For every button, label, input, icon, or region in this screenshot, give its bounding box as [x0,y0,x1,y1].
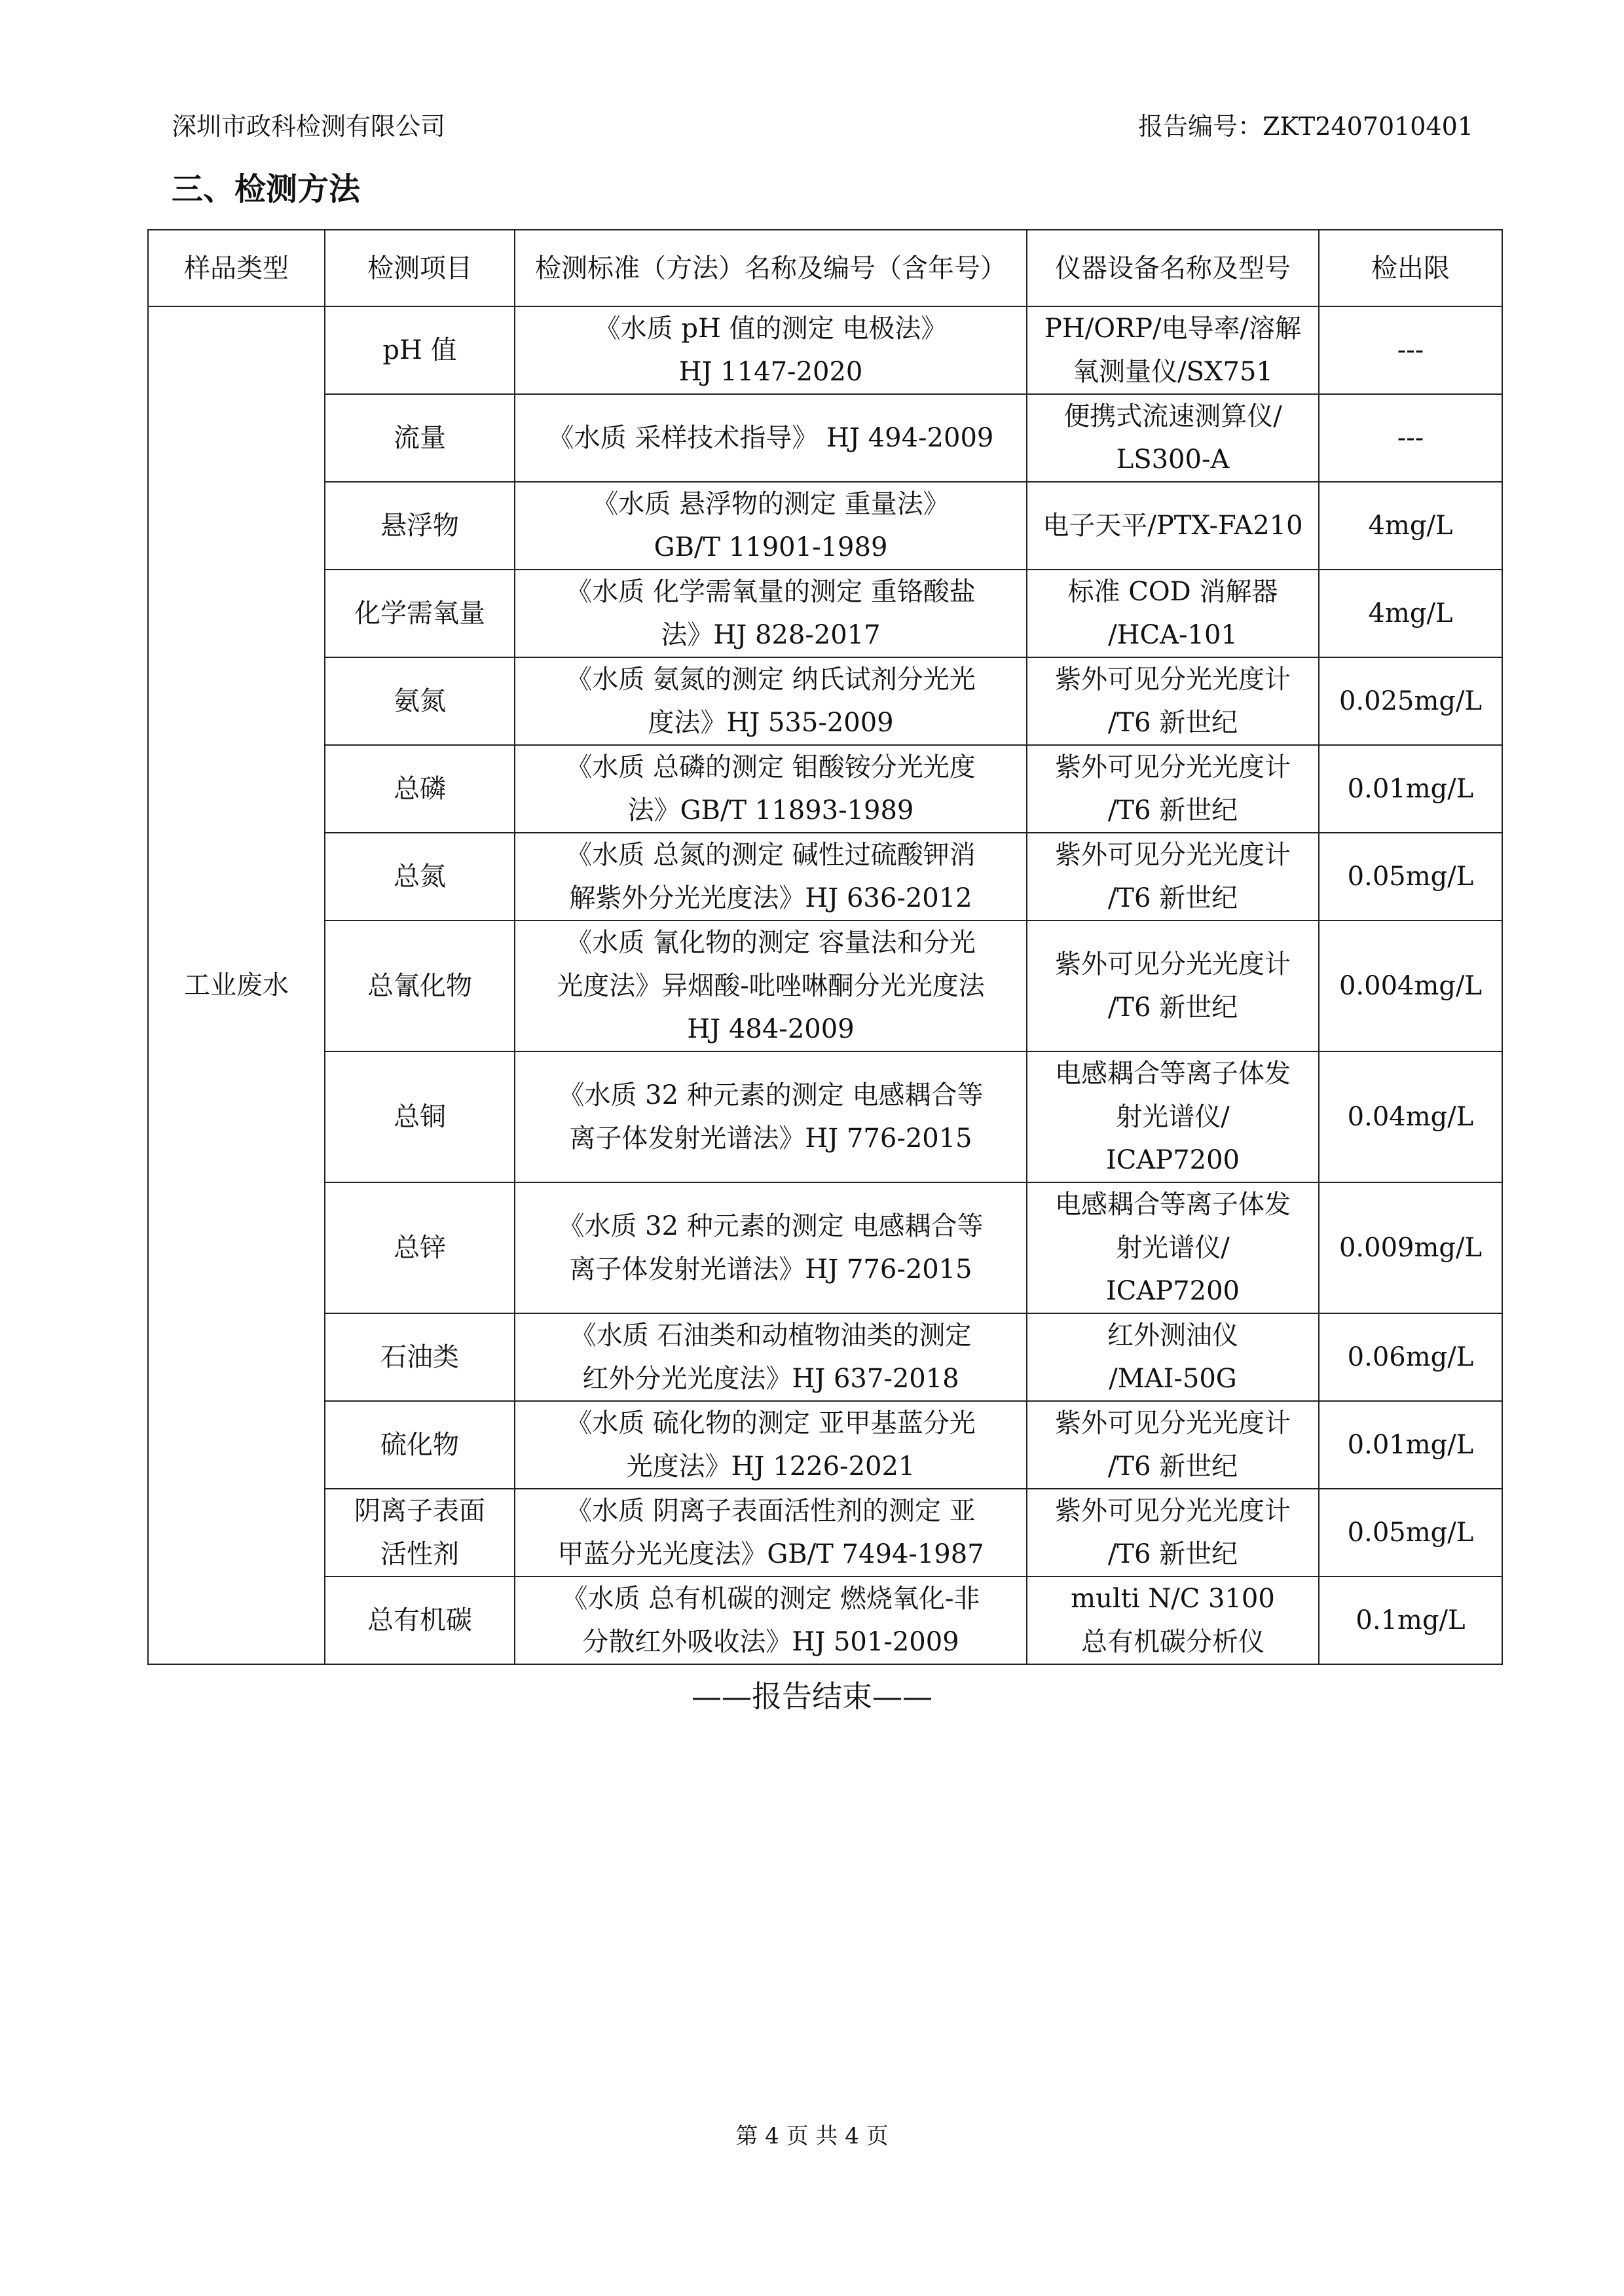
instrument-line: /T6 新世纪 [1107,993,1238,1023]
instrument-cell [1027,920,1319,1051]
table-row [148,657,1502,745]
method-line: 《水质 硫化物的测定 亚甲基蓝分光 [566,1408,976,1438]
method-line: 《水质 氨氮的测定 纳氏试剂分光光 [566,665,976,695]
column-header: 检测项目 [325,230,515,306]
method-line: 解紫外分光光度法》HJ 636-2012 [569,883,972,913]
detection-limit-cell: 0.009mg/L [1319,1182,1502,1313]
test-item-cell: 阴离子表面 活性剂 [325,1489,515,1576]
test-item-cell: 总氰化物 [325,920,515,1051]
method-cell [515,570,1027,657]
table-row [148,1313,1502,1401]
instrument-line: 便携式流速测算仪/ [1063,401,1282,431]
instrument-line: 紫外可见分光光度计 [1055,665,1291,695]
method-line: 《水质 pH 值的测定 电极法》 [594,314,948,344]
instrument-line: 紫外可见分光光度计 [1055,1496,1291,1526]
table-row [148,306,1502,394]
detection-limit-cell: --- [1319,306,1502,394]
method-line: 《水质 氰化物的测定 容量法和分光 [566,928,976,958]
instrument-line: multi N/C 3100 [1071,1584,1275,1614]
table-row [148,394,1502,482]
sample-type-cell: 工业废水 [148,306,325,1664]
table-row [148,833,1502,920]
table-row [148,1489,1502,1576]
instrument-line: /T6 新世纪 [1107,883,1238,913]
instrument-line: 紫外可见分光光度计 [1055,1408,1291,1438]
instrument-line: /T6 新世纪 [1107,708,1238,738]
instrument-cell [1027,745,1319,833]
method-cell [515,745,1027,833]
method-line: 《水质 总氮的测定 碱性过硫酸钾消 [566,840,976,870]
instrument-line: ICAP7200 [1105,1276,1240,1306]
instrument-cell [1027,306,1319,394]
method-cell [515,394,1027,482]
instrument-line: 紫外可见分光光度计 [1055,840,1291,870]
method-line: 光度法》异烟酸-吡唑啉酮分光光度法 [557,971,985,1001]
detection-limit-cell: 0.05mg/L [1319,1489,1502,1576]
instrument-line: 电感耦合等离子体发 [1055,1059,1291,1089]
method-line: 《水质 32 种元素的测定 电感耦合等 [558,1211,984,1241]
table-header-row [148,230,1502,306]
instrument-line: LS300-A [1116,445,1230,475]
test-item-cell: 石油类 [325,1313,515,1401]
column-header: 样品类型 [148,230,325,306]
instrument-line: /T6 新世纪 [1107,795,1238,826]
table-row [148,1401,1502,1489]
method-cell [515,482,1027,570]
method-line: 《水质 悬浮物的测定 重量法》 [592,489,950,519]
methods-table [147,229,1503,1665]
report-number: 报告编号：ZKT2407010401 [1138,112,1473,141]
table-row [148,1051,1502,1182]
method-cell [515,1401,1027,1489]
method-line: 法》HJ 828-2017 [661,620,881,650]
detection-limit-cell: 0.04mg/L [1319,1051,1502,1182]
test-item-cell: 化学需氧量 [325,570,515,657]
detection-limit-cell: 0.025mg/L [1319,657,1502,745]
method-line: 《水质 32 种元素的测定 电感耦合等 [558,1080,984,1110]
instrument-cell [1027,1313,1319,1401]
method-line: 分散红外吸收法》HJ 501-2009 [582,1627,959,1657]
method-line: 红外分光光度法》HJ 637-2018 [582,1364,959,1394]
instrument-line: 电感耦合等离子体发 [1055,1190,1291,1220]
instrument-line: /HCA-101 [1108,620,1238,650]
instrument-line: /MAI-50G [1109,1364,1237,1394]
instrument-cell [1027,1576,1319,1664]
test-item-cell: pH 值 [325,306,515,394]
method-cell [515,1313,1027,1401]
company-name: 深圳市政科检测有限公司 [172,112,446,141]
instrument-cell [1027,1182,1319,1313]
section-title: 三、检测方法 [172,171,361,208]
instrument-line: /T6 新世纪 [1107,1539,1238,1569]
instrument-line: /T6 新世纪 [1107,1451,1238,1482]
detection-limit-cell: --- [1319,394,1502,482]
instrument-cell [1027,482,1319,570]
test-item-cell: 流量 [325,394,515,482]
column-header: 检测标准（方法）名称及编号（含年号） [515,230,1027,306]
column-header: 检出限 [1319,230,1502,306]
instrument-cell [1027,570,1319,657]
table-row [148,570,1502,657]
detection-limit-cell: 0.01mg/L [1319,745,1502,833]
test-item-cell: 总锌 [325,1182,515,1313]
test-item-cell: 总氮 [325,833,515,920]
detection-limit-cell: 0.05mg/L [1319,833,1502,920]
method-cell [515,1576,1027,1664]
method-line: 离子体发射光谱法》HJ 776-2015 [569,1254,972,1285]
test-item-cell: 硫化物 [325,1401,515,1489]
test-item-cell: 总磷 [325,745,515,833]
instrument-cell [1027,1489,1319,1576]
method-cell [515,920,1027,1051]
method-cell [515,1489,1027,1576]
instrument-line: 射光谱仪/ [1116,1233,1230,1263]
method-line: HJ 484-2009 [687,1014,855,1044]
instrument-line: PH/ORP/电导率/溶解 [1044,314,1302,344]
method-line: 《水质 化学需氧量的测定 重铬酸盐 [566,577,976,607]
instrument-line: 紫外可见分光光度计 [1055,949,1291,979]
method-cell [515,657,1027,745]
method-line: 光度法》HJ 1226-2021 [626,1451,915,1482]
test-item-cell: 总铜 [325,1051,515,1182]
instrument-line: 总有机碳分析仪 [1081,1627,1264,1657]
method-line: GB/T 11901-1989 [654,532,888,562]
detection-limit-cell: 0.1mg/L [1319,1576,1502,1664]
instrument-line: 标准 COD 消解器 [1067,577,1278,607]
method-cell [515,306,1027,394]
table-row [148,1182,1502,1313]
method-line: 《水质 总有机碳的测定 燃烧氧化-非 [561,1584,980,1614]
method-line: 《水质 石油类和动植物油类的测定 [570,1321,972,1351]
method-line: 《水质 采样技术指导》 HJ 494-2009 [547,423,994,453]
table-row [148,1576,1502,1664]
instrument-cell [1027,657,1319,745]
method-cell [515,833,1027,920]
test-item-cell: 悬浮物 [325,482,515,570]
instrument-cell [1027,1051,1319,1182]
detection-limit-cell: 0.01mg/L [1319,1401,1502,1489]
detection-limit-cell: 0.06mg/L [1319,1313,1502,1401]
instrument-line: 电子天平/PTX-FA210 [1043,511,1303,541]
instrument-line: 氧测量仪/SX751 [1073,357,1273,387]
instrument-line: 射光谱仪/ [1116,1102,1230,1132]
report-end-note: ——报告结束—— [692,1679,932,1714]
method-line: HJ 1147-2020 [678,357,863,387]
instrument-cell [1027,394,1319,482]
detection-limit-cell: 4mg/L [1319,570,1502,657]
method-line: 甲蓝分光光度法》GB/T 7494-1987 [557,1539,984,1569]
method-cell [515,1182,1027,1313]
method-line: 《水质 总磷的测定 钼酸铵分光光度 [566,752,976,782]
test-item-cell: 氨氮 [325,657,515,745]
page-number: 第 4 页 共 4 页 [735,2123,889,2149]
detection-limit-cell: 0.004mg/L [1319,920,1502,1051]
detection-limit-cell: 4mg/L [1319,482,1502,570]
method-line: 法》GB/T 11893-1989 [627,795,914,826]
method-cell [515,1051,1027,1182]
instrument-cell [1027,833,1319,920]
column-header: 仪器设备名称及型号 [1027,230,1319,306]
method-line: 《水质 阴离子表面活性剂的测定 亚 [566,1496,976,1526]
method-line: 度法》HJ 535-2009 [648,708,894,738]
table-row [148,920,1502,1051]
table-row [148,482,1502,570]
method-line: 离子体发射光谱法》HJ 776-2015 [569,1123,972,1154]
table-row [148,745,1502,833]
instrument-line: ICAP7200 [1105,1145,1240,1175]
instrument-cell [1027,1401,1319,1489]
instrument-line: 红外测油仪 [1107,1321,1238,1351]
test-item-cell: 总有机碳 [325,1576,515,1664]
instrument-line: 紫外可见分光光度计 [1055,752,1291,782]
